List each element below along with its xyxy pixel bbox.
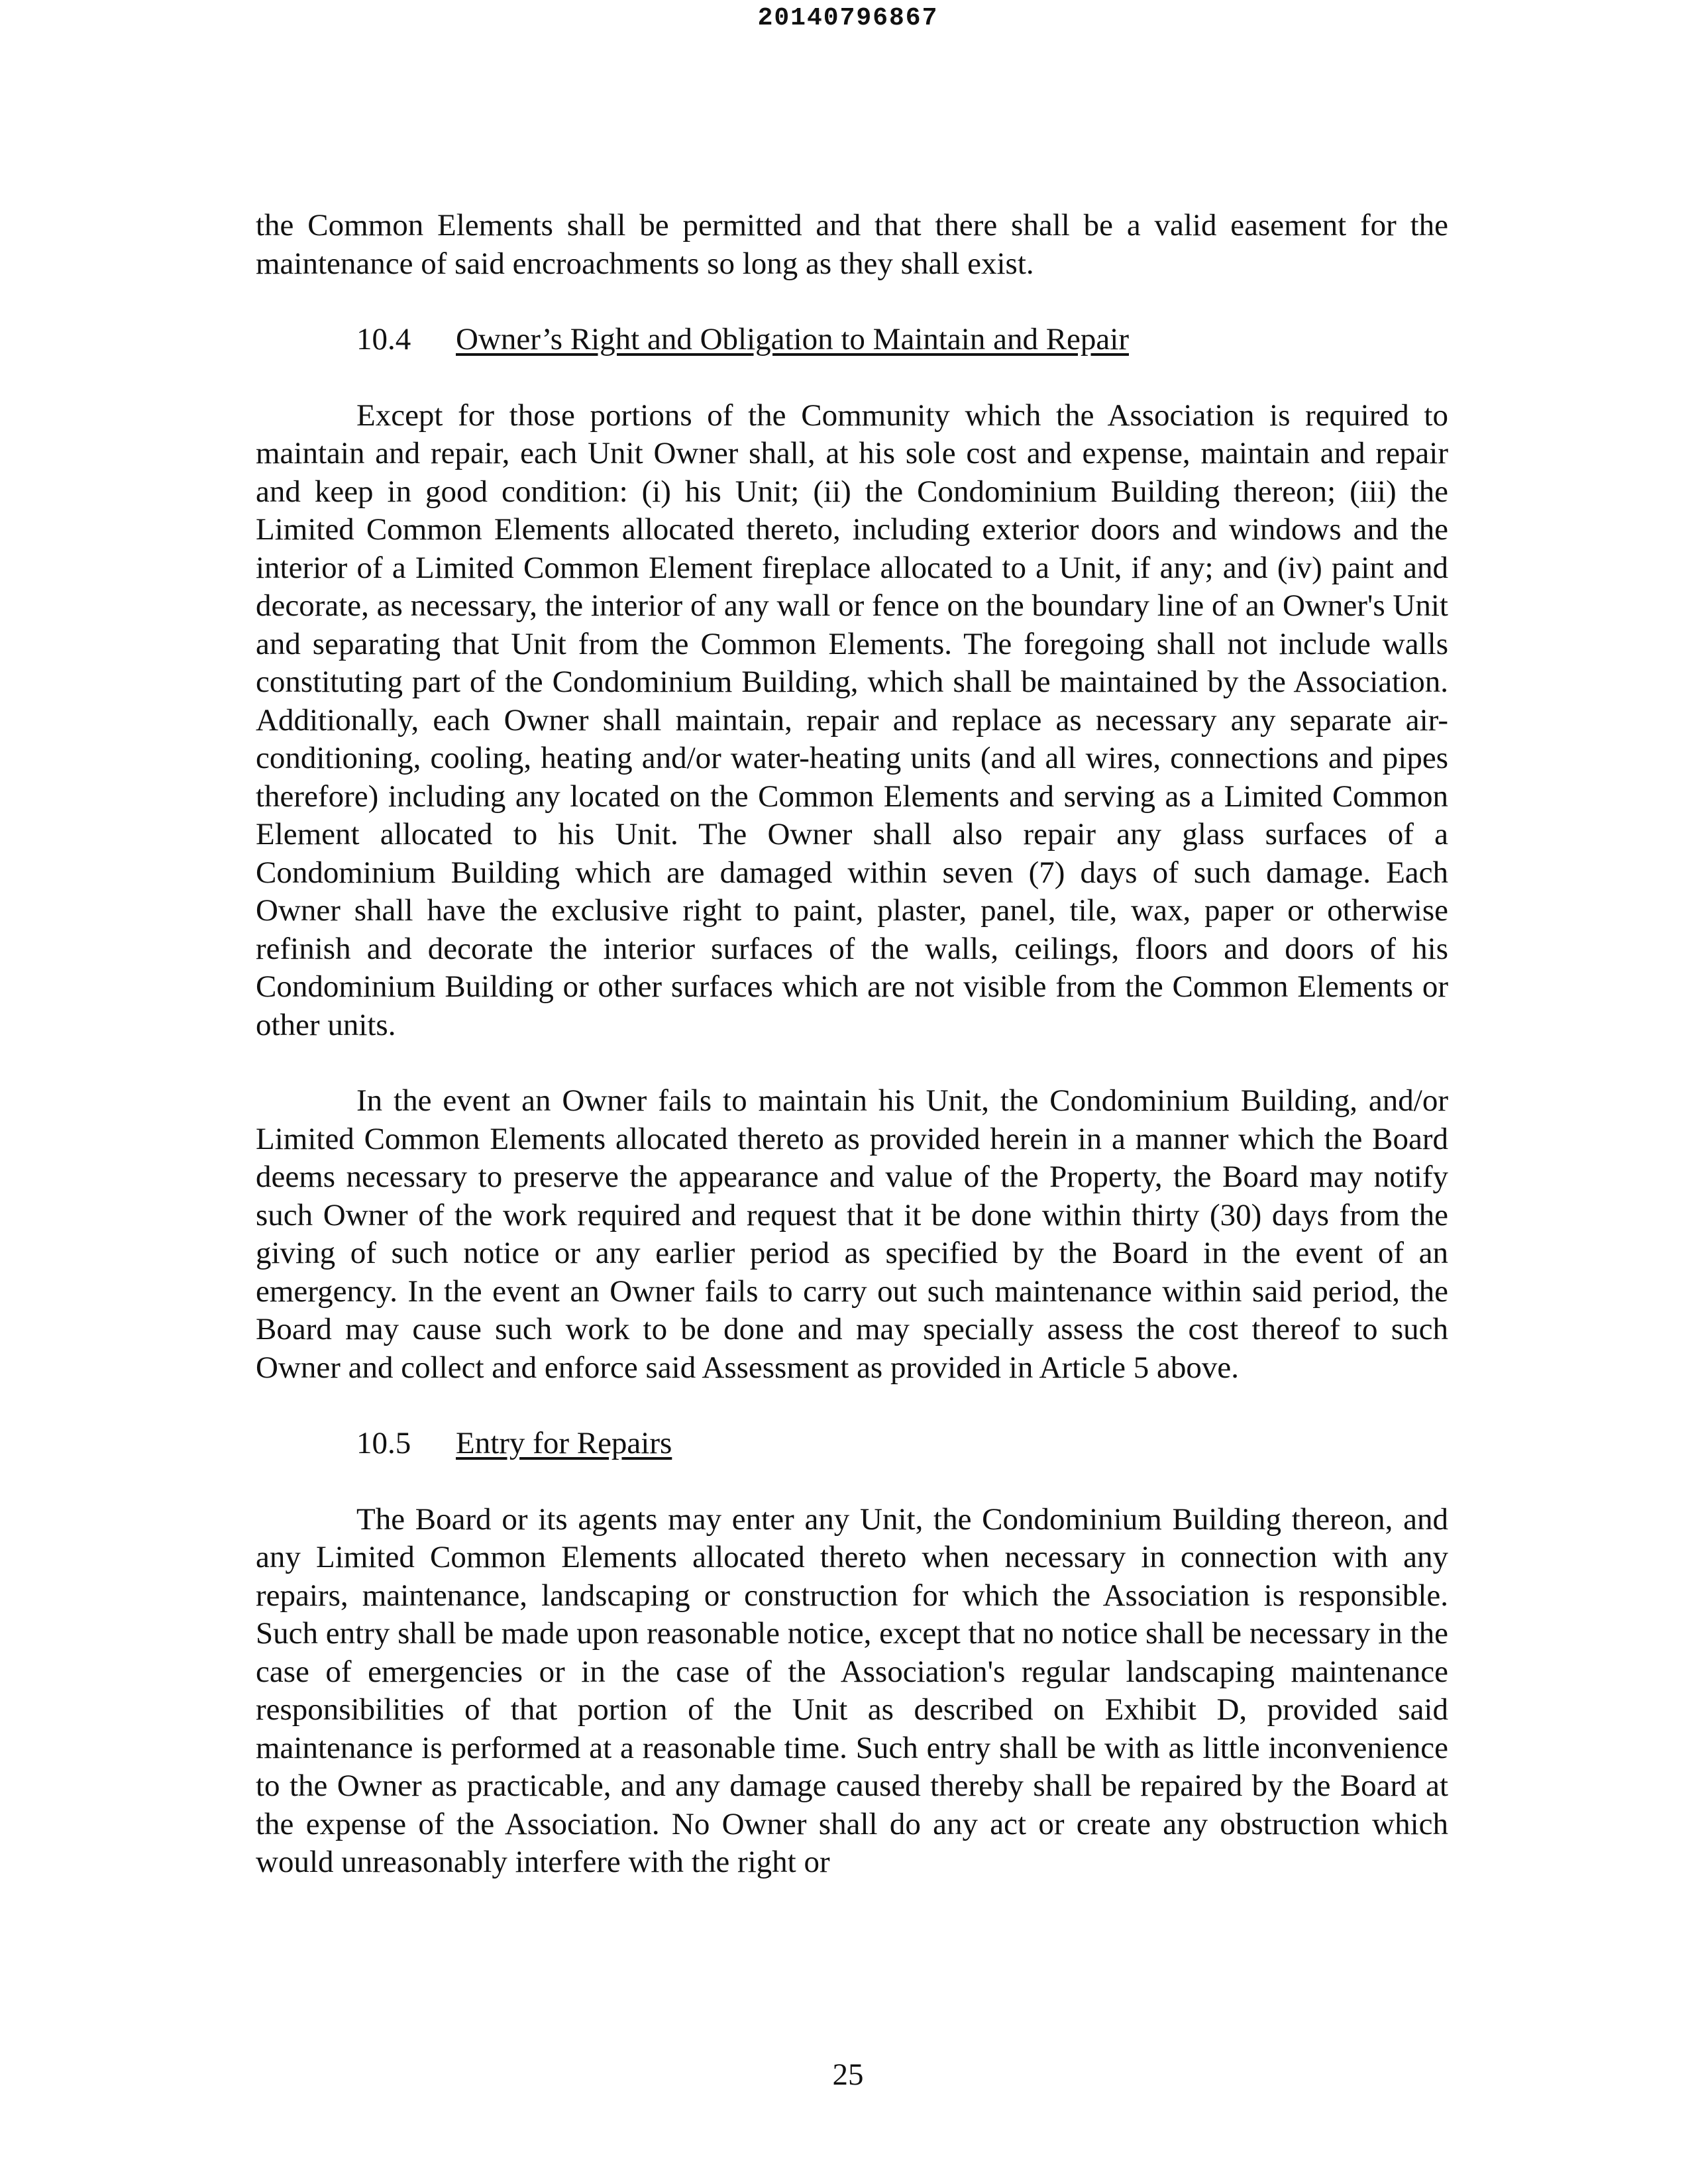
page-number: 25 [832,2057,864,2092]
section-number: 10.4 [356,322,411,356]
section-heading-10-4 [256,321,1448,359]
section-title: Owner’s Right and Obligation to Maintain and Repair [456,322,1129,356]
document-body [256,207,1448,1882]
body-paragraph: The Board or its agents may enter any Unit, the Condominium Building thereon, and any Limited Common Elements allocated thereto when necessary in connection with any repairs, maintenance, landscaping or construction for which the Association is responsible. Such entry shall be made upon reasonable notice, except that no notice shall be necessary in the case of emergencies or in the case of the Association's regular landscaping maintenance responsibilities of that portion of the Unit as described on Exhibit D, provided said maintenance is performed at a reasonable time. Such entry shall be with as little inconvenience to the Owner as practicable, and any damage caused thereby shall be repaired by the Board at the expense of the Association. No Owner shall do any act or create any obstruction which would unreasonably interfere with the right or [256,1502,1448,1879]
document-number: 20140796867 [757,4,939,32]
body-paragraph: In the event an Owner fails to maintain his Unit, the Condominium Building, and/or Limited Common Elements allocated thereto as provided herein in a manner which the Board deems necessary to preserve the appearance and value of the Property, the Board may notify such Owner of the work required and request that it be done within thirty (30) days from the giving of such notice or any earlier period as specified by the Board in the event of an emergency. In the event an Owner fails to carry out such maintenance within said period, the Board may cause such work to be done and may specially assess the cost thereof to such Owner and collect and enforce said Assessment as provided in Article 5 above. [256,1083,1448,1385]
section-heading-10-5 [256,1425,1448,1463]
section-number: 10.5 [356,1426,411,1460]
body-paragraph: Except for those portions of the Community which the Association is required to maintain and repair, each Unit Owner shall, at his sole cost and expense, maintain and repair and keep in good condition: (i) his Unit; (ii) the Condominium Building thereon; (iii) the Limited Common Elements allocated thereto, including exterior doors and windows and the interior of a Limited Common Element fireplace allocated to a Unit, if any; and (iv) paint and decorate, as necessary, the interior of any wall or fence on the boundary line of an Owner's Unit and separating that Unit from the Common Elements. The foregoing shall not include walls constituting part of the Condominium Building, which shall be maintained by the Association. Additionally, each Owner shall maintain, repair and replace as necessary any separate air-conditioning, cooling, heating and/or water-heating units (and all wires, connections and pipes therefore) including any located on the Common Elements and serving as a Limited Common Element allocated to his Unit. The Owner shall also repair any glass surfaces of a Condominium Building which are damaged within seven (7) days of such damage. Each Owner shall have the exclusive right to paint, plaster, panel, tile, wax, paper or otherwise refinish and decorate the interior surfaces of the walls, ceilings, floors and doors of his Condominium Building or other surfaces which are not visible from the Common Elements or other units. [256,398,1448,1042]
continuation-paragraph: the Common Elements shall be permitted and that there shall be a valid easement for the maintenance of said encroachments so long as they shall exist. [256,208,1448,281]
section-title: Entry for Repairs [456,1426,672,1460]
